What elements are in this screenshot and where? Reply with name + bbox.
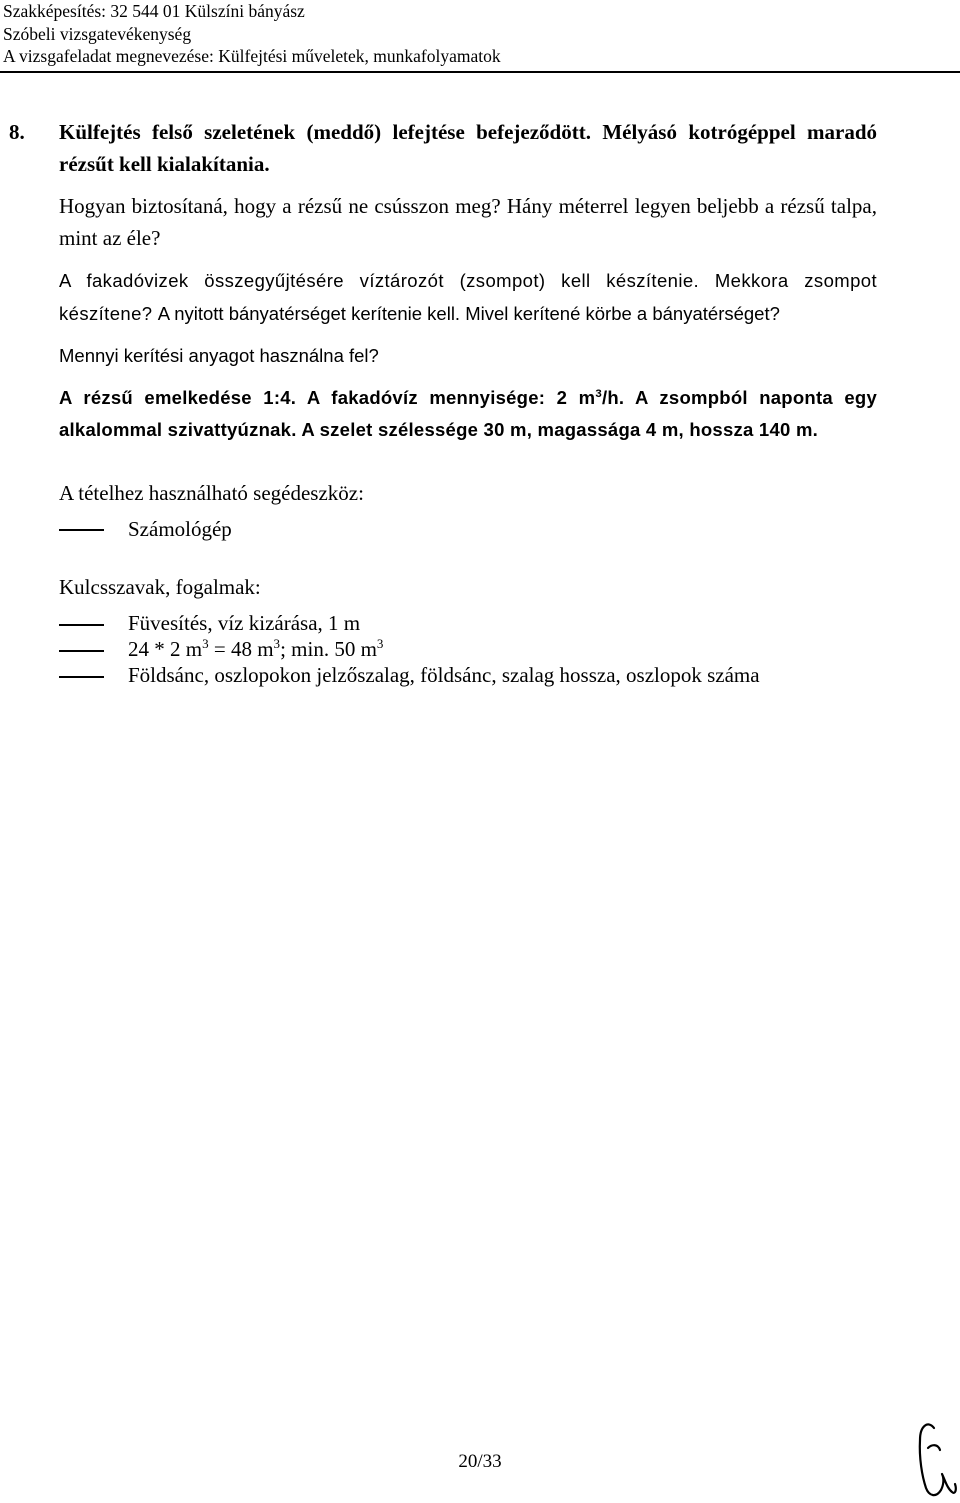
dash-bullet xyxy=(59,650,104,652)
fence-question: A nyitott bányatérséget kerítenie kell. Mivel kerítené körbe a bányatérséget? xyxy=(157,303,780,324)
question-paragraph-3 xyxy=(59,264,877,330)
tools-item-label: Számológép xyxy=(128,517,232,541)
signature-mark xyxy=(914,1418,958,1502)
keywords-item-1-label: Füvesítés, víz kizárása, 1 m xyxy=(128,611,361,635)
question-number: 8. xyxy=(9,120,25,144)
calc-sup-1: 3 xyxy=(202,636,209,651)
sump-question: A fakadóvizek összegyűjtésére víztározót (zsompot) kell készítenie. Mekkora zsompot készítene? xyxy=(59,270,877,324)
dash-bullet xyxy=(59,624,104,626)
page-header xyxy=(3,0,501,68)
keywords-section xyxy=(59,571,760,688)
calc-sup-3: 3 xyxy=(376,636,384,651)
header-task-name: A vizsgafeladat megnevezése: Külfejtési műveletek, munkafolyamatok xyxy=(3,46,501,66)
tools-item xyxy=(59,513,364,545)
keywords-title: Kulcsszavak, fogalmak: xyxy=(59,575,261,599)
tools-title: A tételhez használható segédeszköz: xyxy=(59,481,364,505)
dash-bullet xyxy=(59,676,104,678)
calc-part-3: ; min. 50 m xyxy=(280,637,377,661)
calc-sup-2: 3 xyxy=(273,636,281,651)
header-exam-activity: Szóbeli vizsgatevékenység xyxy=(3,23,192,44)
given-pumping: /h. A zsompból naponta egy alkalommal szivattyúznak. xyxy=(59,387,877,440)
given-superscript: 3 xyxy=(595,387,602,400)
tools-section xyxy=(59,477,364,545)
header-divider xyxy=(0,71,960,73)
calc-part-2: = 48 m xyxy=(208,637,274,661)
dash-bullet xyxy=(59,529,104,531)
keywords-item-2-label xyxy=(128,637,383,661)
keywords-item-3-label: Földsánc, oszlopokon jelzőszalag, földsánc, szalag hossza, oszlopok száma xyxy=(128,663,760,687)
question-paragraph-1: Külfejtés felső szeletének (meddő) lefejtése befejeződött. Mélyásó kotrógéppel maradó rézsűt kell kialakítania. xyxy=(59,120,877,176)
page-number: 20/33 xyxy=(458,1451,502,1472)
question-paragraph-2: Hogyan biztosítaná, hogy a rézsű ne csússzon meg? Hány méterrel legyen beljebb a rézsű talpa, mint az éle? xyxy=(59,194,877,250)
keywords-item-2 xyxy=(59,636,760,662)
keywords-item-3 xyxy=(59,662,760,688)
given-data xyxy=(59,382,877,446)
question-paragraph-4: Mennyi kerítési anyagot használna fel? xyxy=(59,345,379,366)
given-dimensions: A szelet szélessége 30 m, magassága 4 m, hossza 140 m. xyxy=(301,419,819,440)
question-body xyxy=(59,116,877,446)
calc-part-1: 24 * 2 m xyxy=(128,637,203,661)
header-qualification: Szakképesítés: 32 544 01 Külszíni bányász xyxy=(3,1,305,21)
given-slope-water: A rézsű emelkedése 1:4. A fakadóvíz mennyisége: 2 m xyxy=(59,387,596,408)
keywords-item-1 xyxy=(59,610,760,636)
